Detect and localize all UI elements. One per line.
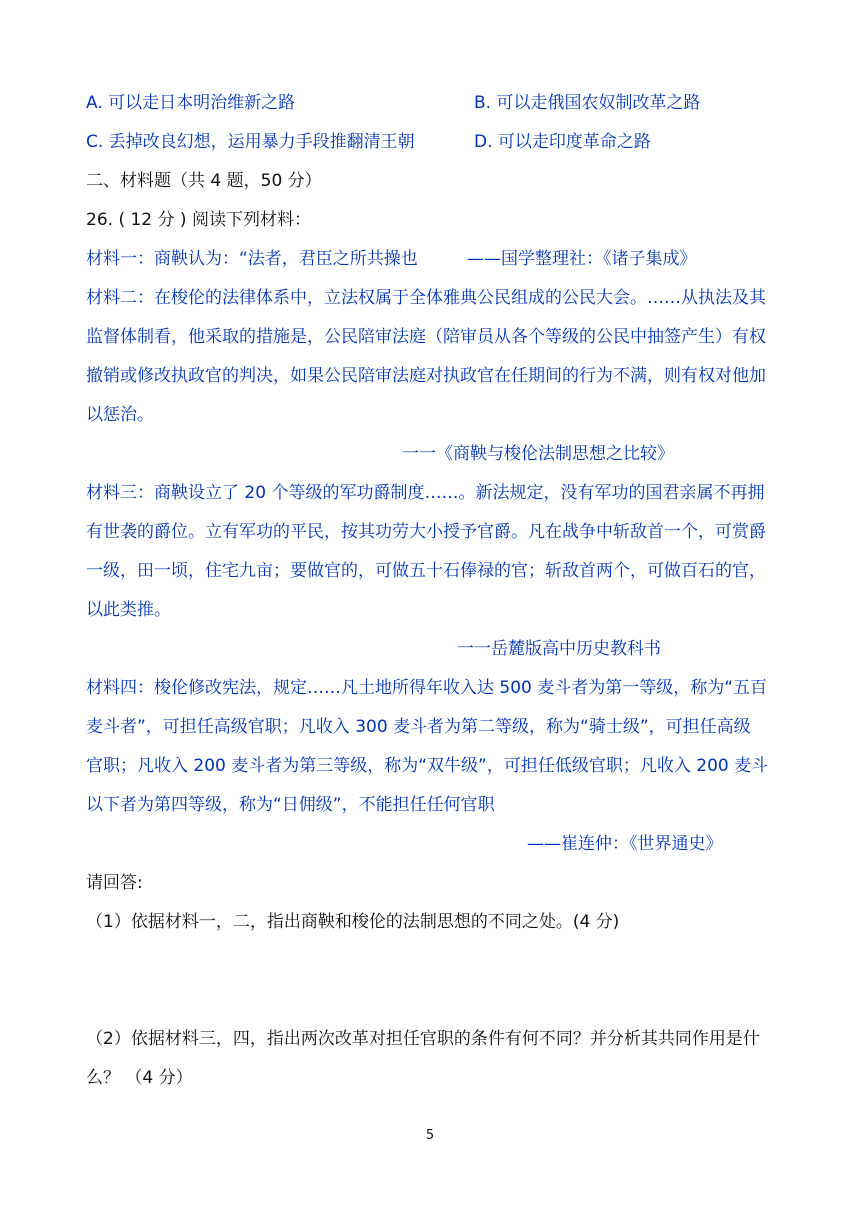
section-title: 二、材料题（共 4 题，50 分） bbox=[86, 171, 322, 191]
material-3-line: 一级，田一顷，住宅九亩；要做官的，可做五十石俸禄的官；斩敌首两个，可做百石的官， bbox=[86, 561, 766, 581]
material-2-line: 以惩治。 bbox=[86, 405, 154, 425]
option-c: C. 丢掉改良幻想，运用暴力手段推翻清王朝 bbox=[86, 132, 415, 152]
material-4-line: 官职；凡收入 200 麦斗者为第三等级，称为“双牛级”，可担任低级官职；凡收入 200 麦斗 bbox=[86, 756, 769, 776]
sub-question-1: （1）依据材料一，二，指出商鞅和梭伦的法制思想的不同之处。(4 分) bbox=[86, 912, 620, 932]
page-number: 5 bbox=[425, 1128, 435, 1143]
answer-prompt: 请回答: bbox=[86, 873, 143, 893]
material-3-source: 一一岳麓版高中历史教科书 bbox=[457, 639, 661, 659]
option-b: B. 可以走俄国农奴制改革之路 bbox=[474, 93, 701, 113]
question-header: 26. ( 12 分 ) 阅读下列材料： bbox=[86, 210, 311, 230]
sub-question-2-line: 么？ （4 分） bbox=[86, 1068, 193, 1088]
material-3-line: 以此类推。 bbox=[86, 600, 171, 620]
material-2-source: 一一《商鞅与梭伦法制思想之比较》 bbox=[402, 444, 674, 464]
material-4-line: 材料四：梭伦修改宪法，规定……凡土地所得年收入达 500 麦斗者为第一等级，称为“五百 bbox=[86, 678, 768, 698]
option-d: D. 可以走印度革命之路 bbox=[474, 132, 651, 152]
material-4-line: 麦斗者”，可担任高级官职；凡收入 300 麦斗者为第二等级，称为“骑士级”，可担任高级 bbox=[86, 717, 751, 737]
material-2-line: 撤销或修改执政官的判决，如果公民陪审法庭对执政官在任期间的行为不满，则有权对他加 bbox=[86, 366, 766, 386]
material-2-line: 材料二：在梭伦的法律体系中，立法权属于全体雅典公民组成的公民大会。……从执法及其 bbox=[86, 288, 766, 308]
material-1-source: ——国学整理社：《诸子集成》 bbox=[467, 249, 697, 269]
sub-question-2-line: （2）依据材料三，四，指出两次改革对担任官职的条件有何不同？并分析其共同作用是什 bbox=[86, 1029, 760, 1049]
material-2-line: 监督体制看，他采取的措施是，公民陪审法庭（陪审员从各个等级的公民中抽签产生）有权 bbox=[86, 327, 766, 347]
option-a: A. 可以走日本明治维新之路 bbox=[86, 93, 296, 113]
material-3-line: 有世袭的爵位。立有军功的平民，按其功劳大小授予官爵。凡在战争中斩敌首一个，可赏爵 bbox=[86, 522, 766, 542]
material-1: 材料一：商鞅认为：“法者，君臣之所共操也 bbox=[86, 249, 418, 269]
material-4-source: ——崔连仲：《世界通史》 bbox=[527, 834, 723, 854]
material-3-line: 材料三：商鞅设立了 20 个等级的军功爵制度……。新法规定，没有军功的国君亲属不再拥 bbox=[86, 483, 765, 503]
material-4-line: 以下者为第四等级，称为“日佣级”，不能担任任何官职 bbox=[86, 795, 495, 815]
